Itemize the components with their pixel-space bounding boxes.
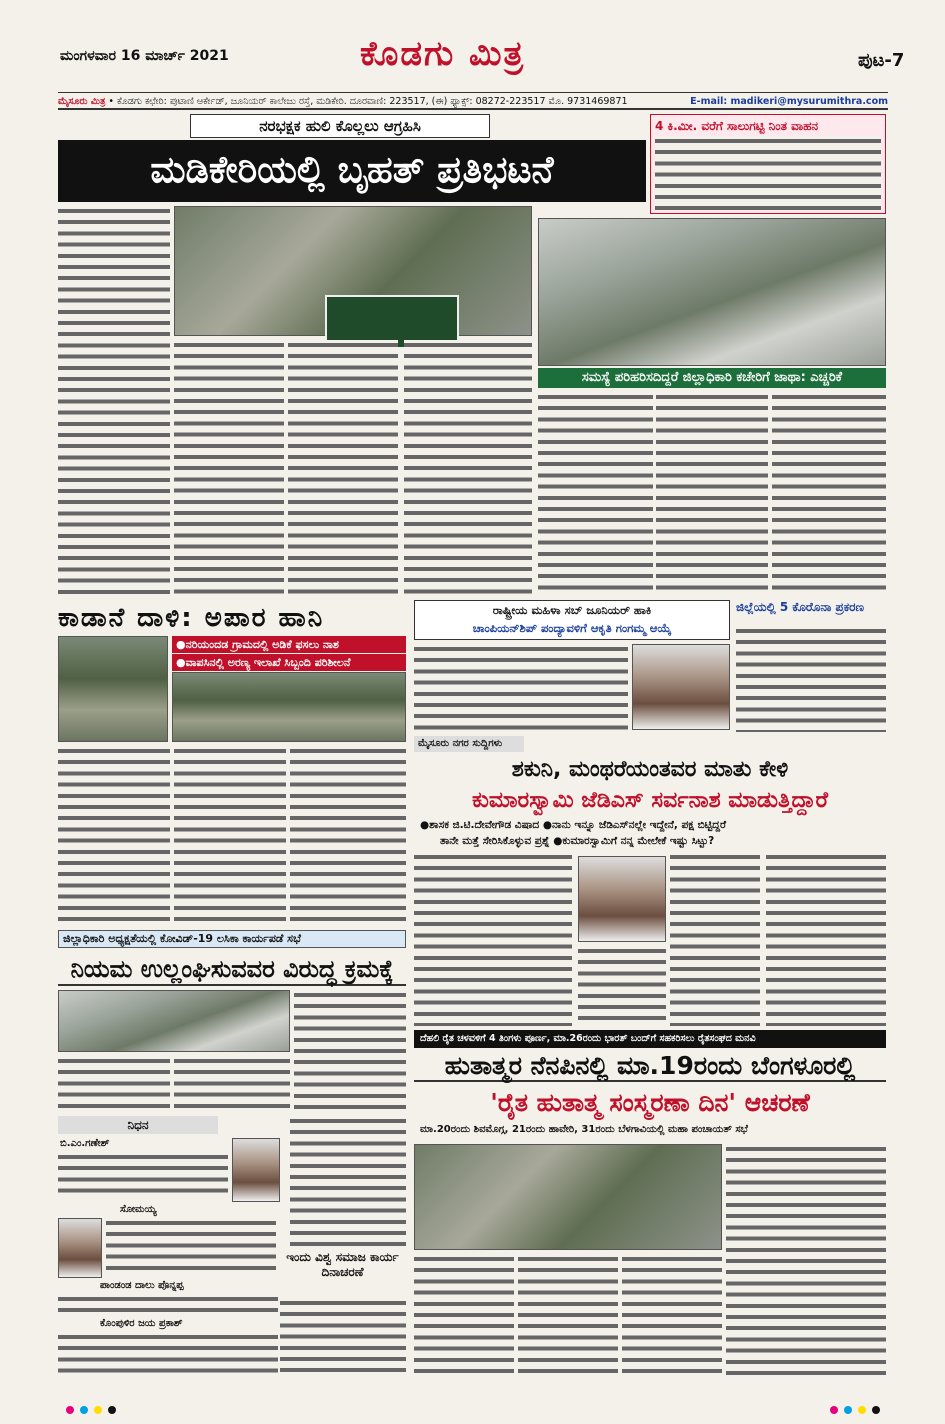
brand-name: ಮೈಸೂರು ಮಿತ್ರ (58, 96, 106, 107)
farmers-column-2 (518, 1254, 618, 1376)
registration-mark (844, 1406, 852, 1414)
obituary-name-1: ಬಿ.ಎಂ.ಗಣೇಶ್ (60, 1138, 110, 1149)
covid-column-3 (290, 1116, 406, 1246)
obituary-photo-2 (58, 1218, 102, 1278)
protest-photo (174, 206, 532, 336)
hockey-header (414, 600, 730, 640)
lead-column-6 (656, 392, 768, 596)
lead-column-3 (288, 340, 398, 596)
farmers-press-photo (414, 1144, 722, 1250)
elephant-bullet-1: ●ನರಿಯಂದಡ ಗ್ರಾಮದಲ್ಲಿ ಅಡಿಕೆ ಫಸಲು ನಾಶ (172, 636, 406, 653)
hockey-title-1: ರಾಷ್ಟ್ರೀಯ ಮಹಿಳಾ ಸಬ್ ಜೂನಿಯರ್ ಹಾಕಿ (492, 603, 652, 617)
politics-column-4 (766, 852, 886, 1026)
lead-headline: ಮಡಿಕೇರಿಯಲ್ಲಿ ಬೃಹತ್ ಪ್ರತಿಭಟನೆ (58, 140, 646, 202)
obituary-photo-1 (232, 1138, 280, 1202)
farmers-headline-1: ಹುತಾತ್ಮರ ನೆನಪಿನಲ್ಲಿ ಮಾ.19ರಂದು ಬೆಂಗಳೂರಲ್ಲಿ (414, 1050, 886, 1082)
corona-text (736, 626, 886, 732)
obituary-name-4: ಕೊಂಪುಳಿರ ಜಯ ಪ್ರಕಾಶ್ (100, 1318, 183, 1329)
section-tag: ಮೈಸೂರು ನಗರ ಸುದ್ದಿಗಳು (414, 736, 524, 752)
elephant-column-3 (290, 746, 406, 924)
registration-mark (80, 1406, 88, 1414)
lead-column-5 (538, 392, 653, 596)
obituary-title: ನಿಧನ (58, 1116, 218, 1134)
lead-column-4 (404, 340, 532, 596)
farmers-headline-2: 'ರೈತ ಹುತಾತ್ಮ ಸಂಸ್ಮರಣಾ ದಿನ' ಆಚರಣೆ (490, 1088, 810, 1117)
forest-officials-photo (172, 672, 406, 742)
side-story-title: 4 ಕಿ.ಮೀ. ವರೆಗೆ ಸಾಲುಗಟ್ಟಿ ನಿಂತ ವಾಹನ (655, 119, 819, 133)
covid-kicker: ಜಿಲ್ಲಾಧಿಕಾರಿ ಅಧ್ಯಕ್ಷತೆಯಲ್ಲಿ ಕೋವಿಡ್-19 ಲಸಿಕಾ ಕಾರ್ಯಪಡೆ ಸಭೆ (58, 930, 406, 948)
obituary-text-3 (58, 1294, 278, 1316)
registration-mark (94, 1406, 102, 1414)
farmers-strip: ದೆಹಲಿ ರೈತ ಚಳವಳಿಗೆ 4 ತಿಂಗಳು ಪೂರ್ಣ, ಮಾ.26ರಂದು ಭಾರತ್ ಬಂದ್‌ಗೆ ಸಹಕರಿಸಲು ರೈತಸಂಘದ ಮನವಿ (414, 1030, 886, 1048)
farmers-column-1 (414, 1254, 514, 1376)
obituary-text-1 (58, 1152, 228, 1196)
social-work-day-title: ಇಂದು ವಿಶ್ವ ಸಮಾಜ ಕಾರ್ಯ ದಿನಾಚರಣೆ (286, 1250, 399, 1279)
hockey-text (414, 644, 628, 732)
farmers-column-3 (622, 1254, 722, 1376)
politics-headline-2: ಕುಮಾರಸ್ವಾಮಿ ಜೆಡಿಎಸ್ ಸರ್ವನಾಶ ಮಾಡುತ್ತಿದ್ದಾರೆ (471, 788, 829, 813)
politics-subline-2: ತಾನೇ ಮತ್ತೆ ಸೇರಿಸಿಕೊಳ್ಳುವ ಪ್ರಶ್ನೆ ●ಕುಮಾರಸ್ವಾಮಿಗೆ ನನ್ನ ಮೇಲೇಕೆ ಇಷ್ಟು ಸಿಟ್ಟು? (440, 835, 715, 847)
farmers-column-4 (726, 1144, 886, 1376)
warning-ribbon: ಸಮಸ್ಯೆ ಪರಿಹರಿಸದಿದ್ದರೆ ಜಿಲ್ಲಾಧಿಕಾರಿ ಕಚೇರಿಗೆ ಜಾಥಾ: ಎಚ್ಚರಿಕೆ (538, 368, 886, 388)
elephant-column-1 (58, 746, 170, 924)
obituary-text-4 (58, 1332, 278, 1376)
page-number: ಪುಟ-7 (858, 50, 905, 71)
elephant-bullet-2: ●ವಾಪಸಿನಲ್ಲಿ ಅರಣ್ಯ ಇಲಾಖೆ ಸಿಬ್ಬಂದಿ ಪರಿಶೀಲನೆ (172, 654, 406, 671)
politics-column-1 (414, 852, 572, 1026)
politics-column-2 (578, 946, 666, 1026)
issue-date: ಮಂಗಳವಾರ 16 ಮಾರ್ಚ್ 2021 (60, 48, 229, 64)
registration-mark (66, 1406, 74, 1414)
obituary-name-2: ಸೋಮಯ್ಯ (120, 1204, 157, 1215)
registration-mark (830, 1406, 838, 1414)
lead-kicker: ನರಭಕ್ಷಕ ಹುಲಿ ಕೊಲ್ಲಲು ಆಗ್ರಹಿಸಿ (190, 114, 490, 138)
covid-headline: ನಿಯಮ ಉಲ್ಲಂಘಿಸುವವರ ವಿರುದ್ಧ ಕ್ರಮಕ್ಕೆ (58, 952, 406, 986)
damaged-plantation-photo (58, 636, 168, 742)
elephant-headline: ಕಾಡಾನೆ ದಾಳಿ: ಅಪಾರ ಹಾನಿ (58, 603, 325, 633)
vehicle-queue-photo (538, 218, 886, 366)
politics-column-3 (670, 852, 760, 1026)
contact-bar (58, 92, 888, 110)
social-work-day-text (280, 1298, 406, 1376)
side-story-text (655, 136, 881, 210)
hockey-title-2: ಚಾಂಪಿಯನ್‌ಶಿಪ್ ಪಂದ್ಯಾವಳಿಗೆ ಆಕೃತಿ ಗಂಗಮ್ಮ ಆಯ್ಕೆ (472, 621, 672, 635)
lead-column-1 (58, 206, 170, 596)
email-address: E-mail: madikeri@mysurumithra.com (690, 96, 888, 107)
covid-column-1 (58, 1056, 170, 1112)
registration-mark (872, 1406, 880, 1414)
covid-column-1b (174, 1056, 290, 1112)
registration-mark (108, 1406, 116, 1414)
politics-subline-1: ●ಶಾಸಕ ಜಿ.ಟಿ.ದೇವೇಗೌಡ ವಿಷಾದ ●ನಾನು ಇನ್ನೂ ಜೆಡಿಎಸ್‌ನಲ್ಲೇ ಇದ್ದೇನೆ, ಪಕ್ಷ ಬಿಟ್ಟಿದ್ದರೆ (420, 819, 727, 831)
registration-mark (858, 1406, 866, 1414)
obituary-name-3: ಪಾಂಡಂಡ ದಾಲು ಪೊನ್ನಪ್ಪ (100, 1280, 184, 1291)
newspaper-title: ಕೊಡಗು ಮಿತ್ರ (360, 34, 526, 74)
farmers-dates: ಮಾ.20ರಂದು ಶಿವಮೊಗ್ಗ, 21ರಂದು ಹಾವೇರಿ, 31ರಂದು ಬೆಳಗಾವಿಯಲ್ಲಿ ಮಹಾ ಪಂಚಾಯತ್ ಸಭೆ (420, 1124, 748, 1135)
lead-column-2 (174, 340, 284, 596)
corona-headline: ಜಿಲ್ಲೆಯಲ್ಲಿ 5 ಕೊರೊನಾ ಪ್ರಕರಣ (736, 600, 864, 614)
hockey-player-photo (632, 644, 730, 730)
politics-headline-1: ಶಕುನಿ, ಮಂಥರೆಯಂತವರ ಮಾತು ಕೇಳಿ (511, 757, 789, 782)
meeting-photo (58, 990, 290, 1052)
elephant-column-2 (174, 746, 286, 924)
side-story-box (650, 114, 886, 214)
lead-column-7 (772, 392, 886, 596)
politician-photo (578, 856, 666, 942)
covid-column-2 (294, 990, 406, 1110)
obituary-text-2 (106, 1218, 276, 1274)
contact-text: • ಕೊಡಗು ಕಛೇರಿ: ಪುಟಾಣಿ ಆರ್ಕೇಡ್, ಜೂನಿಯರ್ ಕಾಲೇಜು ರಸ್ತೆ, ಮಡಿಕೇರಿ. ದೂರವಾಣಿ: 223517, (ಈ) ಫ್ಯಾಕ್ಸ್: 08272-223517 ಮೊ. 9731469871 (108, 96, 628, 107)
